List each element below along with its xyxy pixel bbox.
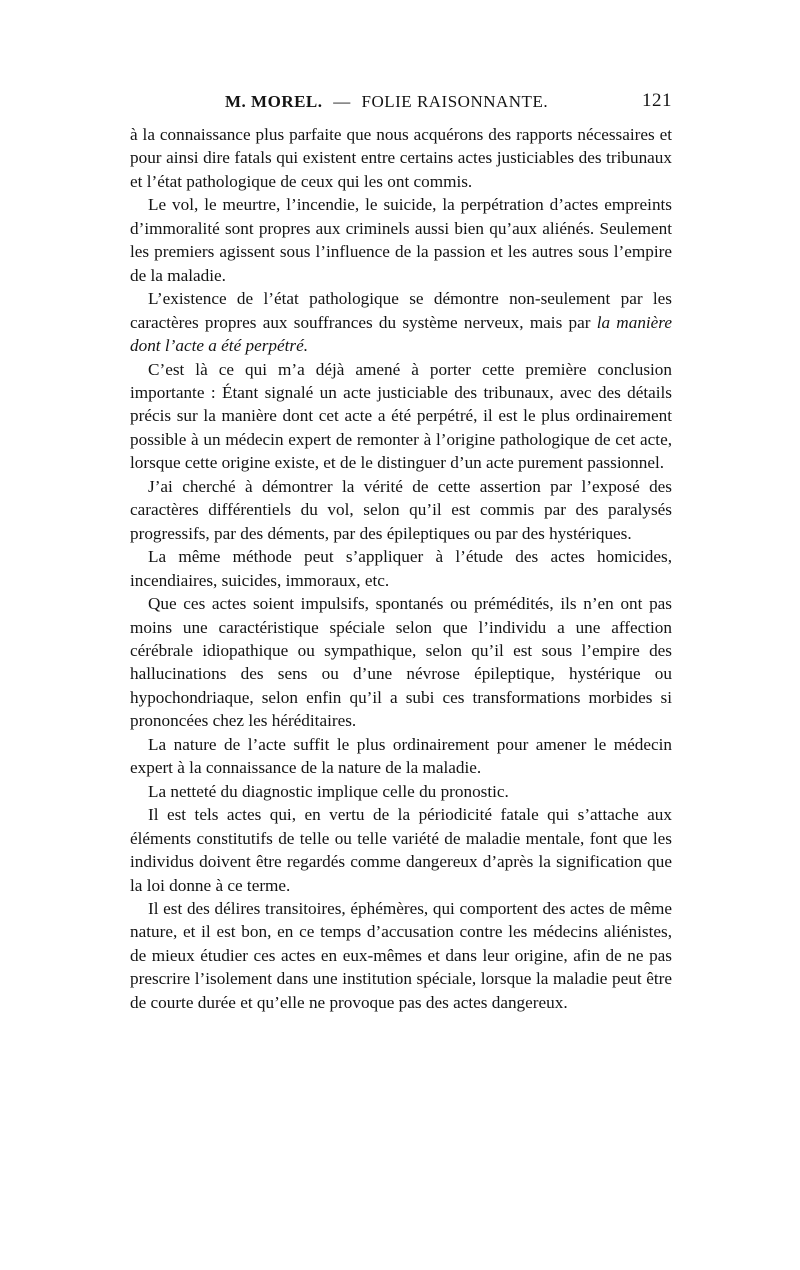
body-text <box>130 123 672 1014</box>
paragraph: La même méthode peut s’appliquer à l’étude des actes homicides, incendiaires, suicides, immoraux, etc. <box>130 547 672 590</box>
paragraph: Il est tels actes qui, en vertu de la périodicité fatale qui s’attache aux éléments constitutifs de telle ou telle variété de maladie mentale, font que les individus doivent être regardés comme dangereux d’après la signification que la loi donne à ce terme. <box>130 805 672 895</box>
header-title: FOLIE RAISONNANTE. <box>361 92 549 111</box>
paragraph: C’est là ce qui m’a déjà amené à porter cette première conclusion importante : Étant signalé un acte justiciable des tribunaux, avec des détails précis sur la manière dont cet acte a été perpétré, il est le plus ordinairement possible à un médecin expert de remonter à l’origine pathologique de cet acte, lorsque cette origine existe, et de le distinguer d’un acte purement passionnel. <box>130 359 672 473</box>
running-header <box>130 90 672 120</box>
paragraph: La nature de l’acte suffit le plus ordinairement pour amener le médecin expert à la connaissance de la nature de la maladie. <box>130 734 672 778</box>
paragraph: J’ai cherché à démontrer la vérité de cette assertion par l’exposé des caractères différentiels du vol, selon qu’il est commis par des paralysés progressifs, par des déments, par des épileptiques ou par des hystériques. <box>130 476 672 543</box>
paragraph <box>130 287 672 357</box>
italic-phrase: la manière dont l’acte a été perpétré. <box>130 312 672 356</box>
paragraph: Le vol, le meurtre, l’incendie, le suicide, la perpétration d’actes empreints d’immoralité sont propres aux criminels aussi bien qu’aux aliénés. Seulement les premiers agissent sous l’influence de la passion et les autres sous l’empire de la maladie. <box>130 195 672 285</box>
header-author: M. MOREL. <box>225 92 323 111</box>
page-content <box>130 90 672 1012</box>
page-number: 121 <box>642 90 672 111</box>
paragraph: La netteté du diagnostic implique celle du pronostic. <box>148 781 509 801</box>
paragraph: Que ces actes soient impulsifs, spontanés ou prémédités, ils n’en ont pas moins une caractéristique spéciale selon que l’individu a une affection cérébrale idiopathique ou sympathique, selon qu’il est sous l’empire des hallucinations des sens ou d’une névrose épileptique, hystérique ou hypochondriaque, selon enfin qu’il a subi ces transformations morbides si prononcées chez les héréditaires. <box>130 594 672 731</box>
paragraph-text: L’existence de l’état pathologique se démontre non-seulement par les caractères propres aux souffrances du système nerveux, mais par <box>130 289 672 332</box>
paragraph: à la connaissance plus parfaite que nous acquérons des rapports nécessaires et pour ainsi dire fatals qui existent entre certains actes justiciables des tribunaux et l’état pathologique de ceux qui les ont commis. <box>130 125 672 191</box>
header-separator: — <box>333 92 351 111</box>
paragraph: Il est des délires transitoires, éphémères, qui comportent des actes de même nature, et il est bon, en ce temps d’accusation contre les médecins aliénistes, de mieux étudier ces actes en eux-mêmes et dans leur origine, afin de ne pas prescrire l’isolement dans une institution spéciale, lorsque la maladie peut être de courte durée et qu’elle ne provoque pas des actes dangereux. <box>130 898 672 1012</box>
header-title-row <box>225 92 548 112</box>
